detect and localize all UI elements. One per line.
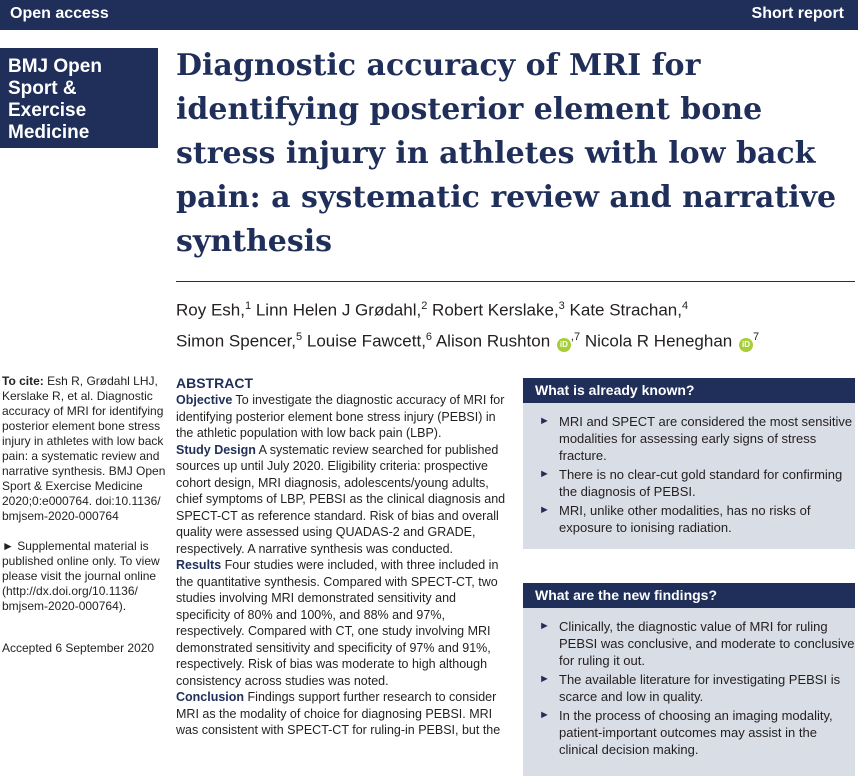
author-name[interactable]: Alison Rushton — [432, 331, 551, 351]
article-type-label: Short report — [751, 5, 844, 22]
item-line: There is no clear-cut gold standard for confirming — [559, 467, 843, 482]
abstract-line: the quantitative synthesis. Compared with SPECT-CT, two — [176, 574, 498, 589]
abstract-line — [176, 557, 511, 574]
abstract-line: specificity of 80% and 100%, and 88% and 97%, — [176, 607, 445, 622]
results-label: Results — [176, 558, 222, 572]
author-line — [176, 324, 856, 355]
item-line: The available literature for investigating PEBSI is — [559, 672, 841, 687]
cite-line: posterior element bone stress — [2, 419, 161, 433]
affiliation-marker: 2 — [421, 300, 428, 312]
known-item — [539, 413, 853, 464]
item-line: PEBSI was conclusive, and moderate to conclusive — [559, 636, 855, 651]
item-line: Clinically, the diagnostic value of MRI for ruling — [559, 619, 828, 634]
objective-label: Objective — [176, 393, 233, 407]
affiliation-marker: 5 — [296, 330, 303, 343]
affiliation-marker: ,7 — [570, 330, 581, 343]
item-line: the diagnosis of PEBSI. — [559, 484, 696, 499]
abstract-line: respectively. Risk of bias was moderate to high although — [176, 657, 488, 671]
findings-item — [539, 671, 843, 705]
cite-label: To cite: — [2, 374, 44, 388]
abstract-line: demonstrated sensitivity and specificity of 97% and 91%, — [176, 640, 491, 655]
logo-line: BMJ Open — [8, 56, 102, 77]
known-item — [539, 502, 843, 536]
cite-text: Esh R, Grødahl LHJ, — [43, 374, 158, 388]
logo-line: Medicine — [8, 122, 90, 143]
title-line: synthesis — [176, 224, 333, 259]
abstract-text: A systematic review searched for published — [255, 442, 499, 457]
abstract-heading: ABSTRACT — [176, 375, 253, 391]
item-line: In the process of choosing an imaging modality, — [559, 708, 833, 723]
bullet-arrow-icon: ► — [539, 415, 550, 427]
item-line: fracture. — [559, 448, 607, 463]
supplemental-line: ► Supplemental material is — [2, 539, 149, 553]
top-banner — [0, 0, 858, 30]
abstract-line: respectively. Compared with CT, one study involving MRI — [176, 624, 491, 638]
bullet-arrow-icon: ► — [539, 468, 550, 480]
author-name[interactable]: Louise Fawcett, — [302, 331, 426, 351]
findings-item — [539, 618, 855, 669]
abstract — [176, 374, 511, 739]
logo-line: Exercise — [8, 100, 87, 121]
affiliation-marker: 1 — [244, 300, 252, 312]
cite-line: pain: a systematic review and — [2, 449, 160, 463]
author-name[interactable]: Roy Esh, — [176, 300, 245, 320]
author-name[interactable]: Linn Helen J Grødahl, — [251, 300, 422, 320]
known-list — [523, 403, 855, 546]
findings-item — [539, 707, 843, 758]
bullet-arrow-icon: ► — [539, 620, 550, 632]
author-name[interactable]: Simon Spencer, — [176, 331, 297, 351]
abstract-line: consistency across studies was noted. — [176, 673, 389, 688]
affiliation-marker: 7 — [753, 330, 760, 343]
title-line: identifying posterior element bone — [176, 92, 763, 127]
known-box — [523, 378, 855, 549]
findings-box — [523, 583, 855, 776]
supplemental-link[interactable]: bmjsem-2020-000764). — [2, 599, 127, 613]
affiliation-marker: 6 — [425, 330, 433, 343]
citation-sidebar — [2, 374, 166, 656]
item-line: MRI, unlike other modalities, has no risks of — [559, 503, 811, 518]
bullet-arrow-icon: ► — [539, 709, 550, 721]
article-title — [176, 44, 846, 264]
cite-line: Kerslake R, et al. Diagnostic — [2, 389, 153, 403]
title-line: stress injury in athletes with low back — [176, 136, 816, 171]
author-line — [176, 293, 856, 324]
item-line: clinical decision making. — [559, 742, 699, 757]
title-line: Diagnostic accuracy of MRI for — [176, 48, 701, 83]
title-divider — [176, 281, 855, 282]
conclusion-label: Conclusion — [176, 690, 245, 704]
journal-logo — [0, 48, 158, 148]
author-name[interactable]: Kate Strachan, — [564, 300, 682, 320]
abstract-line: studies involving MRI demonstrated sensitivity and — [176, 591, 456, 605]
cite-line: injury in athletes with low back — [2, 434, 164, 448]
cite-line: 2020;0:e000764. doi:10.1136/ — [2, 494, 161, 508]
item-line: modalities for assessing early signs of stress — [559, 431, 817, 446]
abstract-line: respectively. A narrative synthesis was conducted. — [176, 541, 453, 556]
findings-box-title: What are the new findings? — [523, 583, 855, 608]
abstract-line: chief symptoms of LBP, PEBSI as the clinical diagnosis and — [176, 492, 506, 506]
known-item — [539, 466, 843, 500]
abstract-line — [176, 392, 511, 409]
abstract-line: sources up until July 2020. Eligibility criteria: prospective — [176, 459, 488, 473]
bullet-arrow-icon: ► — [539, 673, 550, 685]
abstract-text: Findings support further research to consider — [244, 690, 497, 704]
title-line: pain: a systematic review and narrative — [176, 180, 837, 215]
cite-line: accuracy of MRI for identifying — [2, 404, 164, 418]
item-line: exposure to ionising radiation. — [559, 520, 732, 535]
open-access-label: Open access — [10, 5, 109, 22]
supplemental-line: published online only. To view — [2, 554, 160, 568]
cite-line: Sport & Exercise Medicine — [2, 479, 143, 493]
abstract-line: was consistent with SPECT-CT for ruling-in PEBSI, but the — [176, 723, 501, 737]
abstract-text: Four studies were included, with three included in — [221, 558, 499, 572]
abstract-text: To investigate the diagnostic accuracy of MRI for — [232, 393, 505, 407]
item-line: for ruling it out. — [559, 653, 645, 668]
logo-line: Sport & — [8, 78, 77, 99]
author-name[interactable]: Nicola R Heneghan — [580, 331, 733, 351]
cite-line: narrative synthesis. BMJ Open — [2, 464, 166, 478]
affiliation-marker: 3 — [558, 300, 565, 312]
design-label: Study Design — [176, 442, 256, 457]
orcid-icon[interactable]: iD — [739, 338, 753, 352]
abstract-line: MRI as the modality of choice for diagnosing PEBSI. MRI — [176, 706, 493, 721]
item-line: MRI and SPECT are considered the most sensitive — [559, 414, 853, 429]
author-name[interactable]: Robert Kerslake, — [427, 300, 559, 320]
author-list — [176, 293, 856, 354]
orcid-icon[interactable]: iD — [557, 338, 571, 352]
item-line: scarce and low in quality. — [559, 689, 704, 704]
accepted-date: Accepted 6 September 2020 — [2, 641, 155, 655]
abstract-line: the athletic population with low back pain (LBP). — [176, 426, 442, 440]
abstract-line — [176, 442, 511, 459]
cite-line: bmjsem-2020-000764 — [2, 509, 119, 523]
item-line: patient-important outcomes may assist in the — [559, 725, 817, 740]
abstract-line: identifying posterior element bone stress injury (PEBSI) in — [176, 409, 496, 424]
supplemental-line: please visit the journal online — [2, 569, 157, 583]
affiliation-marker: 4 — [681, 300, 689, 312]
abstract-line: cohort design, MRI diagnosis, adolescents/young adults, — [176, 475, 489, 490]
supplemental-link[interactable]: (http://dx.doi.org/10.1136/ — [2, 584, 138, 598]
findings-list — [523, 608, 855, 768]
known-box-title: What is already known? — [523, 378, 855, 403]
bullet-arrow-icon: ► — [539, 504, 550, 516]
cite-line — [2, 374, 160, 389]
abstract-line: SPECT-CT as reference standard. Risk of bias and overall — [176, 508, 499, 523]
abstract-line: quality were assessed using QUADAS-2 and GRADE, — [176, 525, 476, 539]
abstract-line — [176, 689, 511, 706]
